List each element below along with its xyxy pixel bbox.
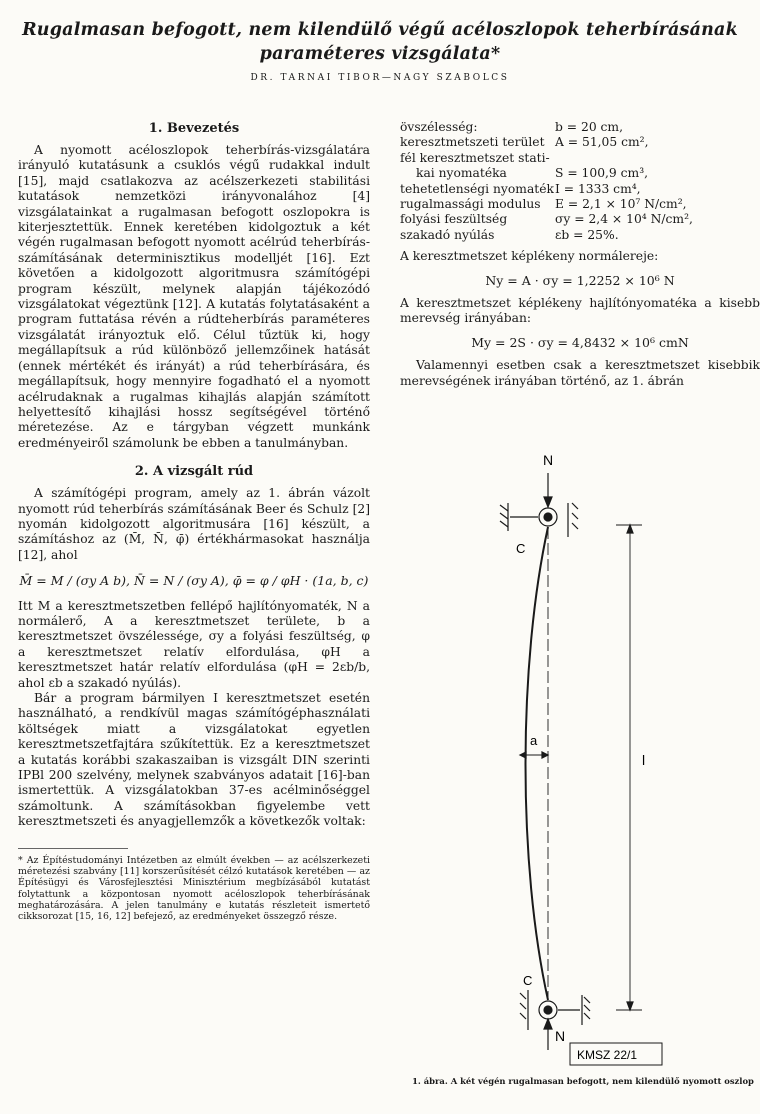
deformed-column	[526, 527, 549, 1000]
paper-authors: DR. TARNAI TIBOR—NAGY SZABOLCS	[250, 73, 510, 83]
section-2-paragraph-1: A számítógépi program, amely az 1. ábrán vázolt nyomott rúd teherbírás számításának Beer és Schulz [2] nyomán kidolgozott algoritmusára [16] készült, a számításhoz az (M̄, N̄, φ̄) értékhármasokat használja [12], ahol	[18, 486, 370, 562]
bottom-load-arrowhead	[544, 1019, 552, 1029]
property-value: εb = 25%.	[555, 227, 619, 242]
bottom-spring-label: C	[523, 973, 533, 988]
moment-intro: A keresztmetszet képlékeny hajlítónyomatéka a kisebb merevség irányában:	[400, 296, 760, 326]
footnote-separator	[18, 848, 128, 849]
property-value: E = 2,1 × 10⁷ N/cm²,	[555, 197, 687, 212]
property-value: σy = 2,4 × 10⁴ N/cm²,	[555, 212, 693, 227]
left-column	[18, 120, 370, 922]
bottom-wall-hatch	[584, 1013, 590, 1019]
paper-title: Rugalmasan befogott, nem kilendülő végű acéloszlopok teherbírásának paraméteres vizsgálata*	[22, 20, 738, 64]
property-value: A = 51,05 cm²,	[555, 135, 649, 150]
bottom-guide-hatch	[520, 1003, 526, 1009]
normal-force-intro: A keresztmetszet képlékeny normálereje:	[400, 249, 659, 264]
top-wall-hatch	[500, 513, 508, 519]
bottom-wall-hatch	[584, 997, 590, 1003]
bottom-guide-hatch	[520, 993, 526, 999]
top-guide-hatch	[572, 513, 578, 519]
section-2-heading: 2. A vizsgált rúd	[134, 464, 254, 480]
property-row	[400, 197, 760, 212]
section-1-paragraph: A nyomott acéloszlopok teherbírás-vizsgálatára irányuló kutatásunk a csuklós végű rudakkal indult [15], majd csatlakozva az acélszerkezeti stabilitási kutatások nemzetközi irányvonalához [4] vizsgálatainkat a rugalmasan befogott oszlopokra is kiterjesztettük. Ennek keretében kidolgoztuk a két végén rugalmasan befogott nyomott acélrúd teherbírás-számításának determinisztikus modelljét [16]. Ezt követően a kidolgozott algoritmusra számítógépi program készült, melynek alapján tájékozódó vizsgálatokat végeztünk [12]. A kutatás folytatásaként a program futtatása révén a rúdteherbírás paraméteres vizsgálatát irányoztuk elő. Célul tűztük ki, hogy megállapítsuk a rúd különböző jellemzőinek hatását (ennek mértékét és irányát) a rúd teherbírására, és megállapítsuk, hogy mennyire fogadható el a nyomott acélrudaknak a rugalmas kihajlás alapján számított helyettesítő kihajlási hossz segítségével történő méretezése. Az e tárgyban végzett munkánk eredményeiről számolunk be ebben a tanulmányban.	[18, 143, 370, 450]
closing-text: Valamennyi esetben csak a keresztmetszet kisebbik merevségének irányában történő, az 1. ábrán	[400, 358, 760, 388]
property-label: fél keresztmetszet stati-	[400, 150, 550, 165]
property-row	[400, 182, 760, 197]
property-label: keresztmetszeti terület	[400, 135, 545, 150]
top-wall-hatch	[500, 521, 508, 527]
offset-label: a	[530, 733, 538, 748]
section-2-paragraph-3: Bár a program bármilyen I keresztmetszet esetén használható, a rendkívül magas számítógéphasználati költségek miatt a vizsgálatokat egyetlen keresztmetszetfajtára szűkítettük. Ez a keresztmetszet a kutatás korábbi szakaszaiban is vizsgált DIN szerinti IPBl 200 szelvény, melynek szabványos adatait [16]-ban ismertettük. A vizsgálatokban 37-es acélminőséggel számoltunk. A számításokban figyelembe vett keresztmetszeti és anyagjellemzők a következők voltak:	[18, 691, 370, 829]
bottom-load-label: N	[555, 1028, 566, 1044]
property-row	[400, 151, 760, 166]
length-arrowhead-bottom	[627, 1002, 633, 1010]
section-2-paragraph-2: Itt M a keresztmetszetben fellépő hajlítónyomaték, N a normálerő, A a keresztmetszet területe, b a keresztmetszet övszélessége, σy a folyási feszültség, φ a keresztmetszet relatív elfordulása, φH a keresztmetszet határ relatív elfordulása (φH = 2εb/b, ahol εb a szakadó nyúlás).	[18, 598, 370, 690]
bottom-guide-hatch	[520, 1013, 526, 1019]
top-hinge-inner	[544, 513, 552, 521]
property-value: S = 100,9 cm³,	[555, 166, 649, 181]
property-label: szakadó nyúlás	[400, 227, 495, 242]
normal-force-equation: Ny = A · σy = 1,2252 × 10⁶ N	[485, 272, 675, 288]
top-load-arrowhead	[544, 497, 552, 507]
property-row	[400, 135, 760, 150]
property-row	[400, 120, 760, 135]
bottom-wall-hatch	[584, 1005, 590, 1011]
length-label: l	[642, 752, 646, 768]
property-value: b = 20 cm,	[555, 120, 624, 134]
right-column	[400, 120, 760, 389]
top-wall-hatch	[500, 505, 508, 511]
property-label: rugalmassági modulus	[400, 197, 541, 212]
offset-arrowhead-right	[542, 752, 548, 758]
property-value: I = 1333 cm⁴,	[555, 181, 641, 196]
offset-arrowhead-left	[520, 752, 526, 758]
property-row	[400, 212, 760, 227]
equation-1: M̄ = M / (σy A b), N̄ = N / (σy A), φ̄ = φ / φH · (1a, b, c)	[19, 573, 369, 589]
top-load-label: N	[543, 452, 554, 468]
figure-caption: 1. ábra. A két végén rugalmasan befogott, nem kilendülő nyomott oszlop	[412, 1076, 754, 1086]
stamp-text: KMSZ 22/1	[577, 1048, 638, 1062]
material-properties-list	[400, 120, 760, 243]
property-label: kai nyomatéka	[416, 166, 507, 181]
footnote: * Az Építéstudományi Intézetben az elmúlt években — az acélszerkezeti méretezési szabvány [11] korszerűsítését célzó kutatások keretében — az Építésügyi és Városfejlesztési Minisztérium megbízásából kutatást folytattunk a központosan nyomott acéloszlopok teherbírásának meghatározására. A jelen tanulmány e kutatás részleteit ismertető cikksorozat [15, 16, 12] befejező, az eredményeket összegző része.	[18, 854, 370, 923]
top-guide-hatch	[572, 523, 578, 529]
figure-1-column-diagram	[420, 445, 760, 1075]
bottom-hinge-inner	[544, 1006, 552, 1014]
top-guide-hatch	[572, 503, 578, 509]
top-spring-label: C	[516, 541, 526, 556]
length-arrowhead-top	[627, 525, 633, 533]
property-label: folyási feszültség	[400, 212, 508, 227]
property-label: övszélesség:	[400, 120, 478, 134]
section-1-heading: 1. Bevezetés	[148, 121, 240, 136]
property-row	[400, 228, 760, 243]
moment-equation: My = 2S · σy = 4,8432 × 10⁶ cmN	[471, 334, 689, 350]
property-label: tehetetlenségi nyomaték	[400, 181, 554, 196]
property-row	[400, 166, 760, 181]
